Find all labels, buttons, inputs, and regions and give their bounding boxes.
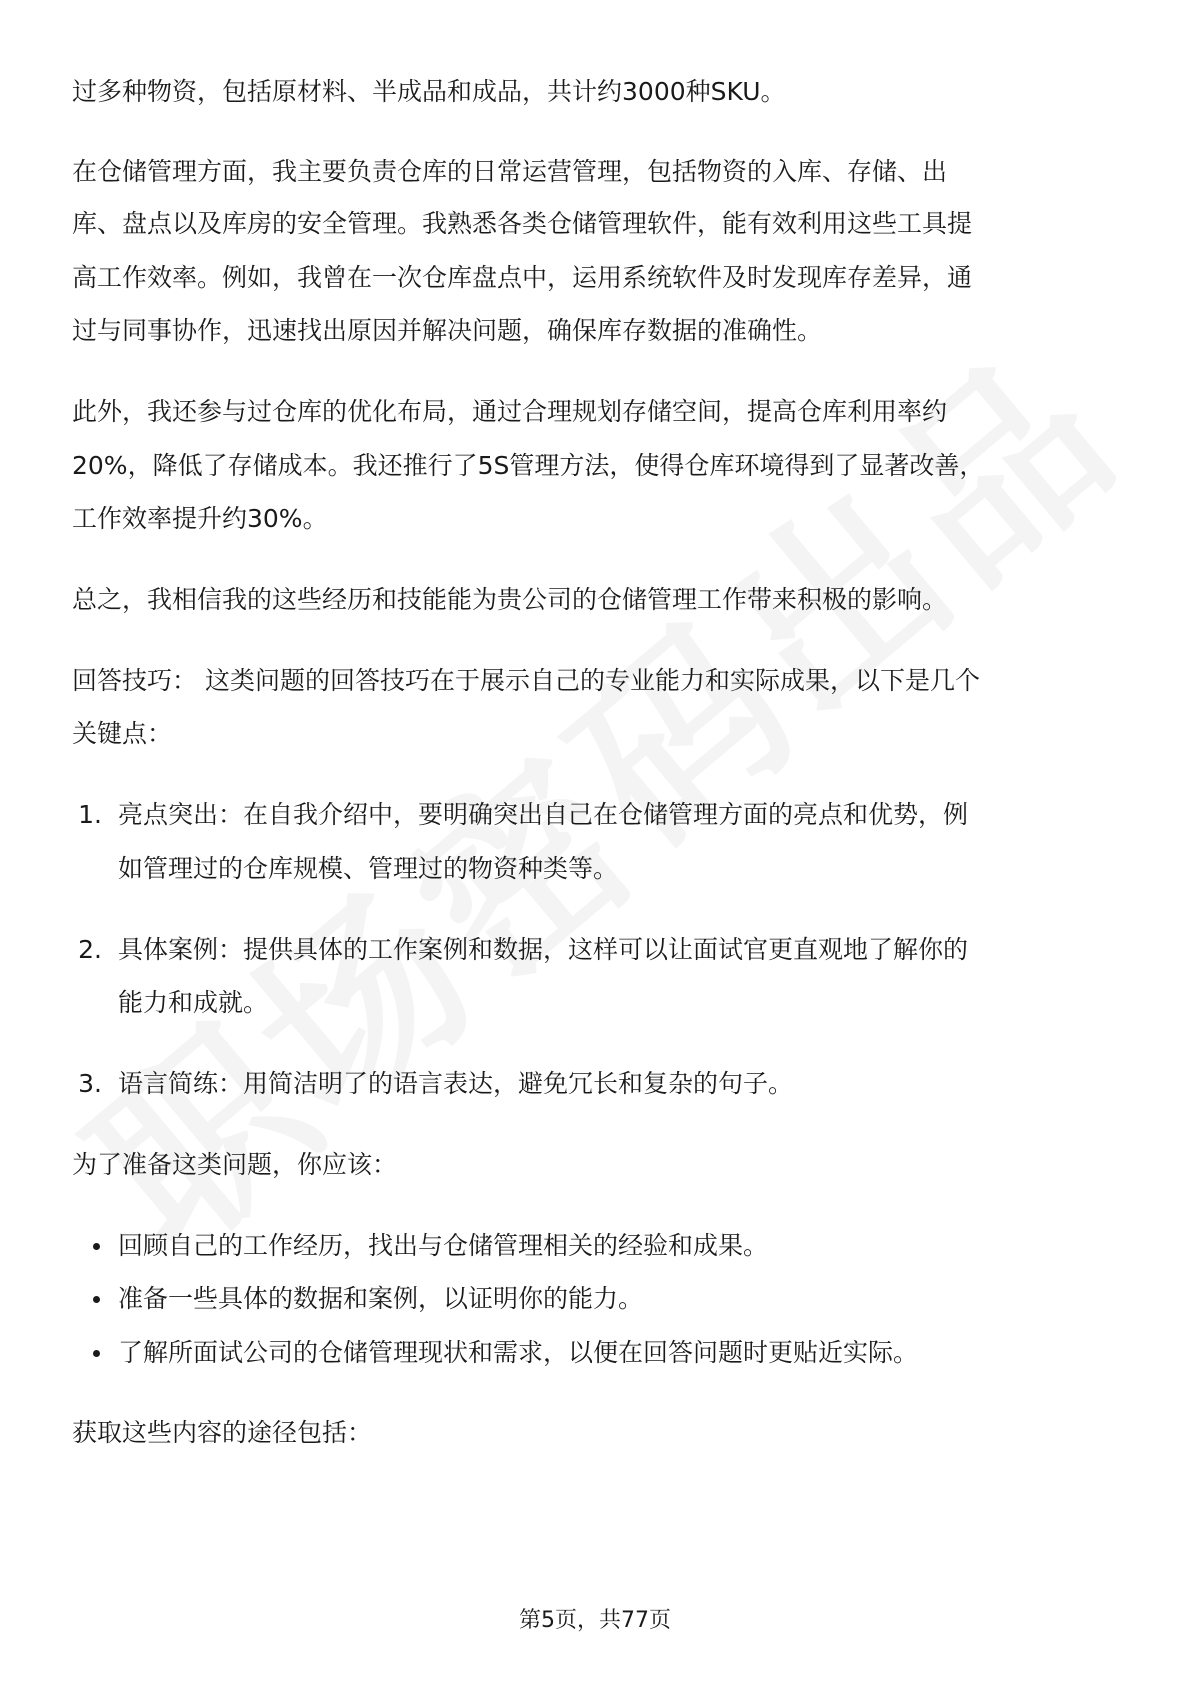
list-item-line: 如管理过的仓库规模、管理过的物资种类等。 — [118, 854, 619, 883]
paragraph-line: 20%，降低了存储成本。我还推行了5S管理方法，使得仓库环境得到了显著改善， — [72, 451, 985, 480]
paragraph-line: 工作效率提升约30%。 — [72, 504, 328, 533]
paragraph-line: 此外，我还参与过仓库的优化布局，通过合理规划存储空间，提高仓库利用率约 — [72, 397, 948, 426]
paragraph-line: 过多种物资，包括原材料、半成品和成品，共计约3000种SKU。 — [72, 77, 786, 106]
list-item: 了解所面试公司的仓储管理现状和需求，以便在回答问题时更贴近实际。 — [118, 1338, 919, 1367]
list-item-line: 能力和成就。 — [118, 988, 269, 1017]
list-number: 2. — [78, 935, 102, 964]
paragraph-line: 过与同事协作，迅速找出原因并解决问题，确保库存数据的准确性。 — [72, 316, 823, 345]
list-item-line: 亮点突出：在自我介绍中，要明确突出自己在仓储管理方面的亮点和优势，例 — [118, 800, 969, 829]
list-item: 准备一些具体的数据和案例，以证明你的能力。 — [118, 1284, 644, 1313]
list-item: 回顾自己的工作经历，找出与仓储管理相关的经验和成果。 — [118, 1231, 769, 1260]
bullet-dot-icon — [93, 1350, 100, 1357]
paragraph-line: 获取这些内容的途径包括： — [72, 1418, 373, 1447]
watermark — [25, 279, 1166, 1301]
bullet-dot-icon — [93, 1296, 100, 1303]
paragraph-line: 在仓储管理方面，我主要负责仓库的日常运营管理，包括物资的入库、存储、出 — [72, 157, 948, 186]
paragraph-line: 库、盘点以及库房的安全管理。我熟悉各类仓储管理软件，能有效利用这些工具提 — [72, 209, 973, 238]
list-number: 1. — [78, 800, 102, 829]
list-item-line: 具体案例：提供具体的工作案例和数据，这样可以让面试官更直观地了解你的 — [118, 935, 969, 964]
list-item-line: 语言简练：用简洁明了的语言表达，避免冗长和复杂的句子。 — [118, 1069, 794, 1098]
paragraph-line: 高工作效率。例如，我曾在一次仓库盘点中，运用系统软件及时发现库存差异，通 — [72, 263, 973, 292]
paragraph-line: 关键点： — [72, 719, 173, 748]
page-number: 第5页，共77页 — [519, 1608, 671, 1633]
paragraph-line: 回答技巧： 这类问题的回答技巧在于展示自己的专业能力和实际成果，以下是几个 — [72, 666, 980, 695]
paragraph-line: 为了准备这类问题，你应该： — [72, 1150, 398, 1179]
bullet-dot-icon — [93, 1243, 100, 1250]
list-number: 3. — [78, 1069, 102, 1098]
paragraph-line: 总之，我相信我的这些经历和技能能为贵公司的仓储管理工作带来积极的影响。 — [72, 585, 948, 614]
